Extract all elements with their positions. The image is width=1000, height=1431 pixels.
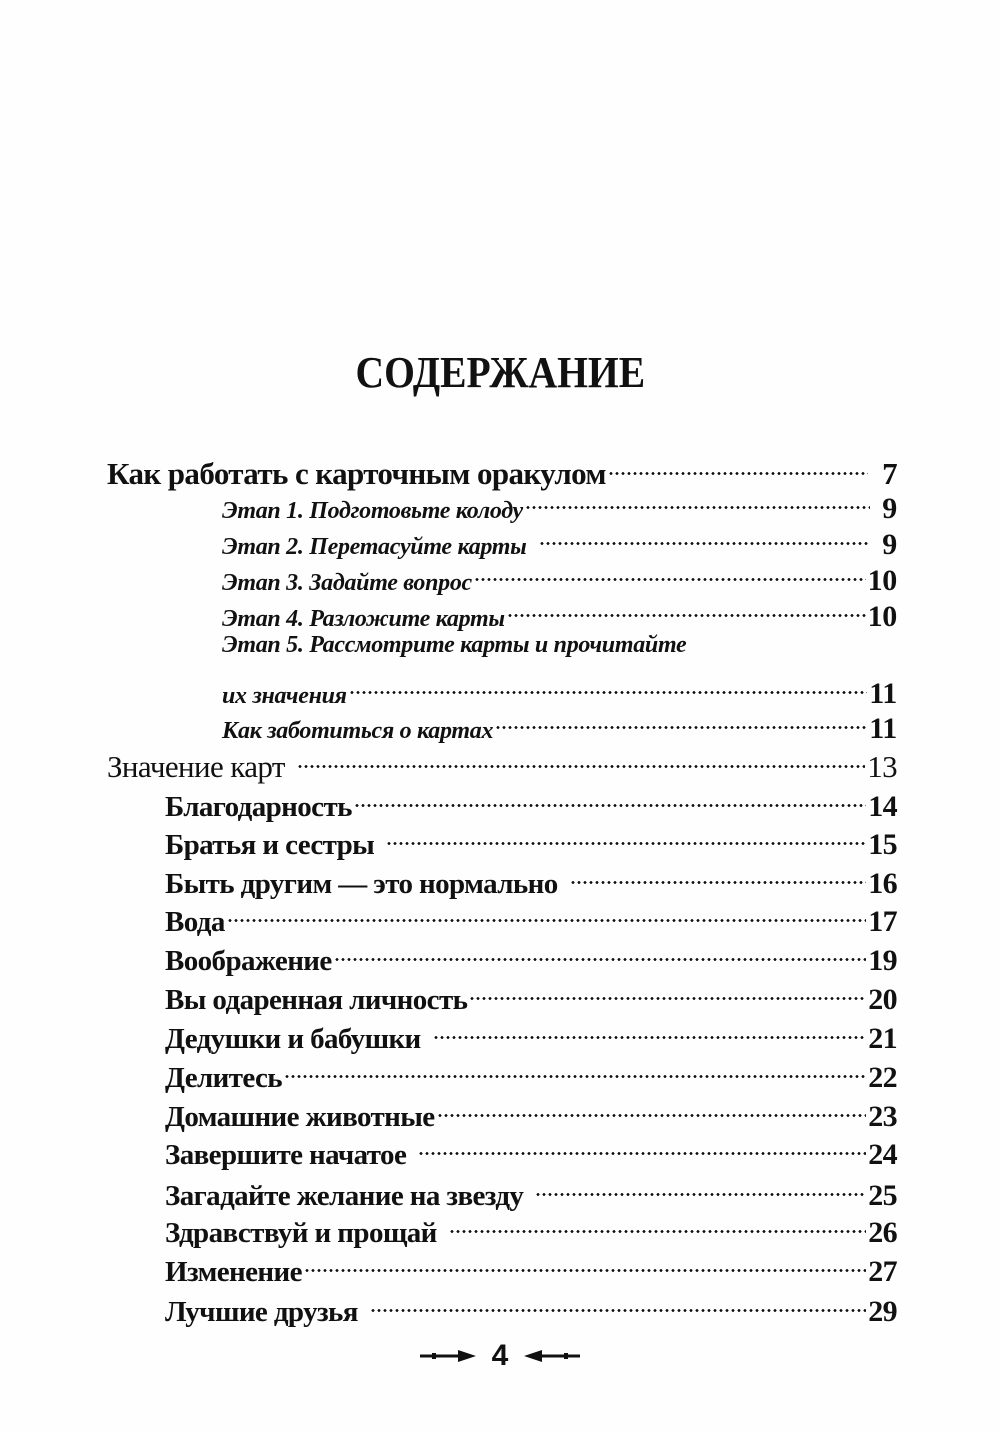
toc-entry-card[interactable] xyxy=(165,1047,897,1094)
toc-entry-card[interactable] xyxy=(165,853,897,900)
toc-entry-card[interactable] xyxy=(165,930,897,977)
page-footer xyxy=(0,1336,1000,1376)
toc-entry-label: Домашние животные xyxy=(165,1101,435,1133)
toc-entry-stage[interactable] xyxy=(222,478,897,525)
toc-entry-card[interactable] xyxy=(165,1008,897,1055)
dot-leader xyxy=(474,550,866,590)
toc-entry-stage[interactable] xyxy=(222,698,897,745)
toc-entry-page: 17 xyxy=(868,905,897,938)
toc-entry-page: 10 xyxy=(867,564,897,597)
toc-entry-page: 10 xyxy=(867,600,897,633)
dot-leader xyxy=(334,930,867,970)
toc-entry-label: Здравствуй и прощай xyxy=(165,1217,437,1249)
toc-entry-page: 25 xyxy=(868,1179,897,1212)
toc-entry-section[interactable] xyxy=(107,737,897,784)
toc-entry-page: 19 xyxy=(868,944,897,977)
dot-leader xyxy=(570,853,867,893)
toc-entry-label: Делитесь xyxy=(165,1062,283,1094)
dot-leader xyxy=(525,478,870,518)
toc-entry-label: Дедушки и бабушки xyxy=(165,1023,421,1055)
toc-entry-card[interactable] xyxy=(165,1124,897,1171)
toc-entry-page: 24 xyxy=(868,1138,897,1171)
toc-entry-card[interactable] xyxy=(165,1281,897,1328)
dot-leader xyxy=(297,737,865,777)
toc-entry-page: 7 xyxy=(882,456,897,491)
dot-leader xyxy=(349,663,868,703)
page-number: 4 xyxy=(491,1339,509,1372)
toc-entry-stage[interactable] xyxy=(222,586,897,633)
toc-entry-stage[interactable] xyxy=(222,550,897,597)
toc-entry-card[interactable] xyxy=(165,891,897,938)
toc-entry-label: Этап 1. Подготовьте колоду xyxy=(222,498,523,524)
toc-entry-page: 26 xyxy=(868,1216,897,1249)
toc-entry-label: Благодарность xyxy=(165,791,352,823)
toc-entry-card[interactable] xyxy=(165,814,897,861)
toc-entry-label: Изменение xyxy=(165,1256,302,1288)
toc-entry-page: 29 xyxy=(868,1295,897,1328)
toc-entry-page: 23 xyxy=(868,1100,897,1133)
toc-entry-page: 27 xyxy=(868,1255,897,1288)
dot-leader xyxy=(354,776,866,816)
toc-entry-card[interactable] xyxy=(165,1086,897,1133)
toc-entry-label: Вода xyxy=(165,906,225,938)
toc-entry-page: 22 xyxy=(868,1061,897,1094)
toc-entry-page: 11 xyxy=(869,677,897,710)
dot-leader xyxy=(449,1202,866,1242)
toc-entry-page: 15 xyxy=(868,828,897,861)
toc-entry-page: 9 xyxy=(882,528,897,561)
toc-entry-card[interactable] xyxy=(165,1202,897,1249)
dot-leader xyxy=(433,1008,867,1048)
toc-entry-page: 9 xyxy=(882,492,897,525)
dot-leader xyxy=(418,1124,866,1164)
toc-entry-label: Этап 3. Задайте вопрос xyxy=(222,570,472,596)
toc-entry-label: их значения xyxy=(222,683,347,709)
dot-leader xyxy=(370,1281,866,1321)
toc-entry-page: 16 xyxy=(868,867,897,900)
dot-leader xyxy=(495,698,867,738)
toc-entry-card[interactable] xyxy=(165,1165,897,1212)
toc-entry-label: Воображение xyxy=(165,945,332,977)
dot-leader xyxy=(507,586,866,626)
dot-leader xyxy=(284,1047,866,1087)
toc-entry-stage-line1[interactable]: Этап 5. Рассмотрите карты и прочитайте xyxy=(222,632,687,658)
toc-entry-card[interactable] xyxy=(165,1241,897,1288)
dot-leader xyxy=(469,969,866,1009)
toc-entry-page: 11 xyxy=(869,712,897,745)
toc-entry-card[interactable] xyxy=(165,776,897,823)
arrow-left-ornament-icon xyxy=(522,1349,582,1363)
toc-entry-page: 21 xyxy=(868,1022,897,1055)
dot-leader xyxy=(539,514,871,554)
toc-entry-card[interactable] xyxy=(165,969,897,1016)
dot-leader xyxy=(386,814,866,854)
toc-entry-label: Завершите начатое xyxy=(165,1139,407,1171)
toc-entry-label: Этап 2. Перетасуйте карты xyxy=(222,534,527,560)
toc-entry-label: Загадайте желание на звезду xyxy=(165,1180,524,1212)
arrow-right-ornament-icon xyxy=(418,1349,478,1363)
toc-entry-stage[interactable] xyxy=(222,514,897,561)
toc-entry-page: 20 xyxy=(868,983,897,1016)
toc-entry-page: 14 xyxy=(868,790,897,823)
dot-leader xyxy=(437,1086,867,1126)
toc-entry-stage[interactable] xyxy=(222,663,897,710)
toc-entry-label: Лучшие друзья xyxy=(165,1296,358,1328)
toc-entry-label: Значение карт xyxy=(107,749,285,784)
toc-entry-label: Как заботиться о картах xyxy=(222,718,494,744)
toc-entry-label: Быть другим — это нормально xyxy=(165,868,558,900)
dot-leader xyxy=(535,1165,866,1205)
page-title: СОДЕРЖАНИЕ xyxy=(355,348,646,397)
toc-entry-label: Как работать с карточным оракулом xyxy=(107,456,606,491)
toc-entry-label: Вы одаренная личность xyxy=(165,984,468,1016)
toc-entry-page: 13 xyxy=(867,749,897,784)
dot-leader xyxy=(227,891,866,931)
toc-entry-label: Братья и сестры xyxy=(165,829,375,861)
toc-entry-label: Этап 4. Разложите карты xyxy=(222,606,505,632)
dot-leader xyxy=(304,1241,866,1281)
